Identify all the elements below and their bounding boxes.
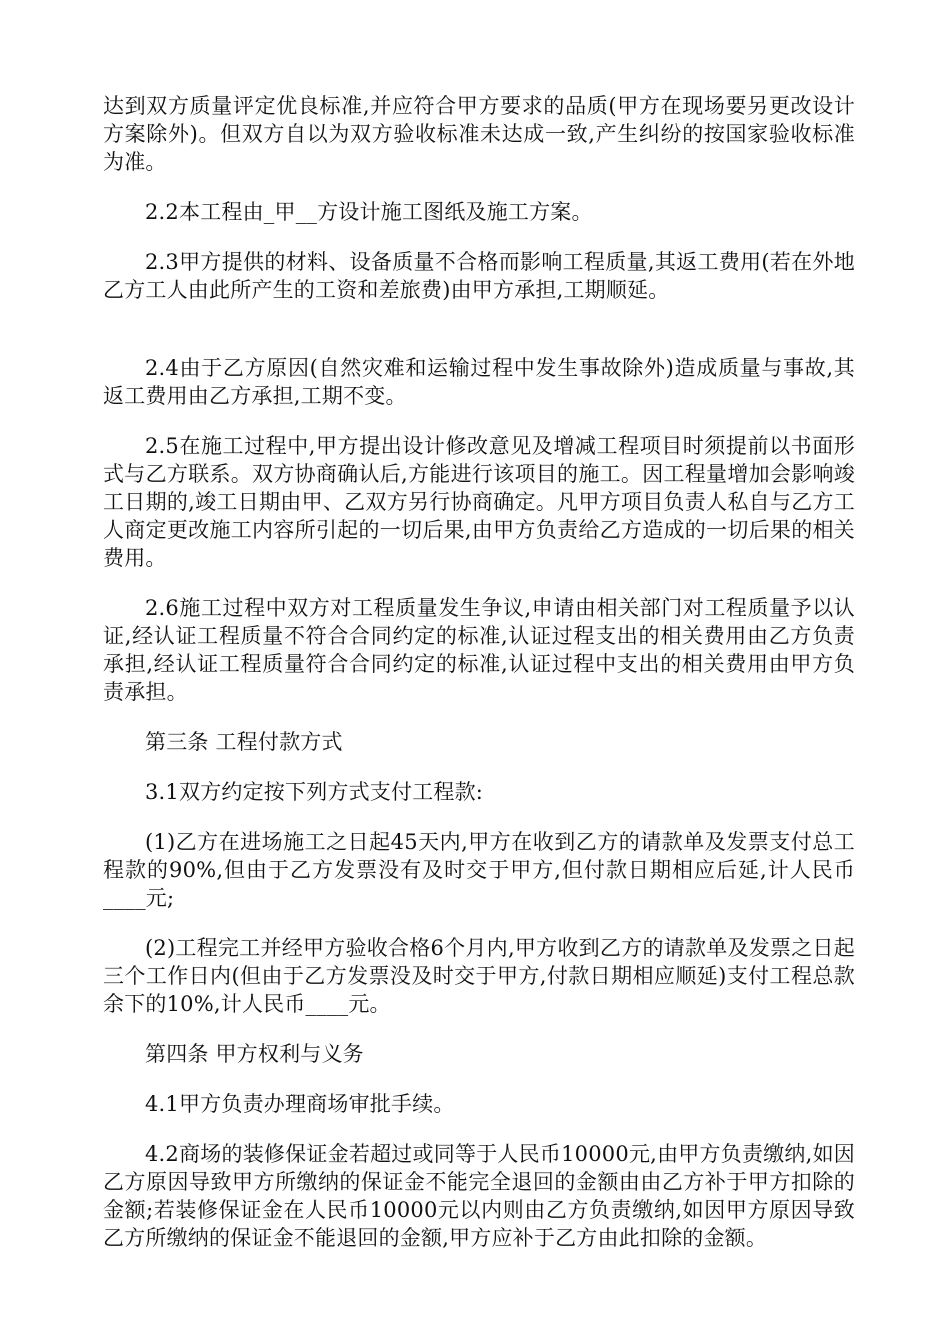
paragraph-2-4: 2.4由于乙方原因(自然灾难和运输过程中发生事故除外)造成质量与事故,其返工费用由乙方承担,工期不变。 bbox=[103, 356, 855, 408]
paragraph-intro: 达到双方质量评定优良标准,并应符合甲方要求的品质(甲方在现场要另更改设计方案除外)。但双方自以为双方验收标准未达成一致,产生纠纷的按国家验收标准为准。 bbox=[103, 94, 855, 174]
article-3-heading: 第三条 工程付款方式 bbox=[145, 730, 343, 754]
paragraph-2-2: 2.2本工程由_甲__方设计施工图纸及施工方案。 bbox=[145, 200, 593, 224]
paragraph-4-1: 4.1甲方负责办理商场审批手续。 bbox=[145, 1092, 455, 1116]
document-page bbox=[103, 92, 855, 1274]
paragraph-3-1-item-1: (1)乙方在进场施工之日起45天内,甲方在收到乙方的请款单及发票支付总工程款的90%,但由于乙方发票没有及时交于甲方,但付款日期相应后延,计人民币____元; bbox=[103, 830, 855, 910]
paragraph-3-1: 3.1双方约定按下列方式支付工程款: bbox=[145, 780, 484, 804]
paragraph-2-6: 2.6施工过程中双方对工程质量发生争议,申请由相关部门对工程质量予以认证,经认证工程质量不符合合同约定的标准,认证过程支出的相关费用由乙方负责承担,经认证工程质量符合合同约定的标准,认证过程中支出的相关费用由甲方负责承担。 bbox=[103, 596, 855, 704]
paragraph-2-3: 2.3甲方提供的材料、设备质量不合格而影响工程质量,其返工费用(若在外地乙方工人由此所产生的工资和差旅费)由甲方承担,工期顺延。 bbox=[103, 250, 855, 302]
paragraph-4-2: 4.2商场的装修保证金若超过或同等于人民币10000元,由甲方负责缴纳,如因乙方原因导致甲方所缴纳的保证金不能完全退回的金额由由乙方补于甲方扣除的金额;若装修保证金在人民币10000元以内则由乙方负责缴纳,如因甲方原因导致乙方所缴纳的保证金不能退回的金额,甲方应补于乙方由此扣除的金额。 bbox=[103, 1142, 855, 1250]
article-4-heading: 第四条 甲方权利与义务 bbox=[145, 1042, 364, 1066]
paragraph-3-1-item-2: (2)工程完工并经甲方验收合格6个月内,甲方收到乙方的请款单及发票之日起三个工作日内(但由于乙方发票没及时交于甲方,付款日期相应顺延)支付工程总款余下的10%,计人民币____元。 bbox=[103, 936, 855, 1016]
paragraph-2-5: 2.5在施工过程中,甲方提出设计修改意见及增减工程项目时须提前以书面形式与乙方联系。双方协商确认后,方能进行该项目的施工。因工程量增加会影响竣工日期的,竣工日期由甲、乙双方另行协商确定。凡甲方项目负责人私自与乙方工人商定更改施工内容所引起的一切后果,由甲方负责给乙方造成的一切后果的相关费用。 bbox=[103, 434, 855, 570]
